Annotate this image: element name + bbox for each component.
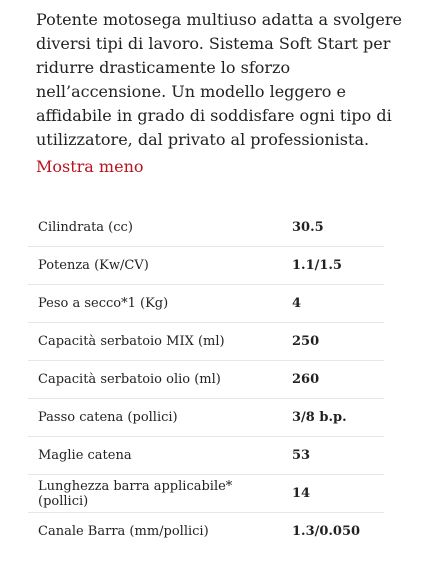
spec-label: Canale Barra (mm/pollici) — [28, 513, 282, 551]
spec-value: 260 — [282, 361, 384, 399]
table-row — [28, 437, 384, 475]
table-row — [28, 323, 384, 361]
product-description: Potente motosega multiuso adatta a svolgere diversi tipi di lavoro. Sistema Soft Start per ridurre drasticamente lo sforzo nell’accensione. Un modello leggero e affidabile in grado di soddisfare ogni tipo di utilizzatore, dal privato al professionista. — [36, 10, 402, 149]
specs-table — [28, 209, 384, 550]
spec-value: 14 — [282, 475, 384, 513]
spec-label: Cilindrata (cc) — [38, 220, 133, 235]
show-less-link[interactable]: Mostra meno — [36, 157, 144, 176]
table-row — [28, 475, 384, 513]
table-row — [28, 361, 384, 399]
spec-label: Potenza (Kw/CV) — [28, 247, 282, 285]
spec-label: Maglie catena — [28, 437, 282, 475]
spec-value: 4 — [282, 285, 384, 323]
spec-label: Peso a secco*1 (Kg) — [28, 285, 282, 323]
spec-value: 1.1/1.5 — [282, 247, 384, 285]
spec-label: Capacità serbatoio olio (ml) — [28, 361, 282, 399]
spec-value: 53 — [282, 437, 384, 475]
spec-value: 250 — [282, 323, 384, 361]
spec-label: Passo catena (pollici) — [28, 399, 282, 437]
table-row — [28, 209, 384, 247]
spec-value: 1.3/0.050 — [282, 513, 384, 551]
spec-label: Lunghezza barra applicabile* (pollici) — [28, 475, 282, 513]
spec-label: Capacità serbatoio MIX (ml) — [28, 323, 282, 361]
table-row — [28, 247, 384, 285]
table-row — [28, 285, 384, 323]
spec-value: 30.5 — [292, 220, 324, 235]
table-row — [28, 399, 384, 437]
table-row — [28, 513, 384, 551]
spec-value: 3/8 b.p. — [282, 399, 384, 437]
